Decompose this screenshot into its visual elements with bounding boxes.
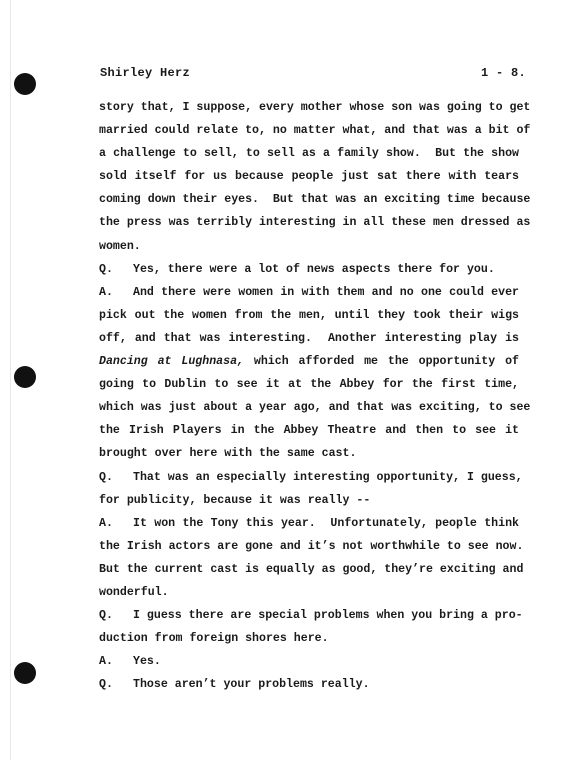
line-text: off, and that was interesting. Another interesting play is xyxy=(99,331,519,345)
transcript-line xyxy=(99,627,519,650)
speaker-label: A. xyxy=(99,516,113,530)
transcript-line xyxy=(99,581,519,604)
line-text: Yes. xyxy=(133,655,161,669)
play-title: Dancing at Lughnasa, xyxy=(99,355,244,369)
line-text: married could relate to, no matter what, and that was a bit of xyxy=(99,124,531,138)
transcript-turn-line xyxy=(99,512,519,535)
transcript-turn-line xyxy=(99,258,519,281)
line-text: wonderful. xyxy=(99,585,169,599)
line-text: a challenge to sell, to sell as a family show. But the show xyxy=(99,147,519,161)
line-text: brought over here with the same cast. xyxy=(99,447,357,461)
binder-hole-bottom xyxy=(14,662,36,684)
line-text: And there were women in with them and no one could ever xyxy=(133,285,519,299)
line-text: duction from foreign shores here. xyxy=(99,632,329,646)
speaker-label: Q. xyxy=(99,678,113,692)
transcript-line xyxy=(99,535,524,558)
speaker-label: A. xyxy=(99,655,113,669)
speaker-label: Q. xyxy=(99,262,113,276)
transcript-line xyxy=(99,558,524,581)
speaker-label: Q. xyxy=(99,609,113,623)
transcript-line xyxy=(99,419,519,442)
line-text: women. xyxy=(99,239,141,253)
transcript-turn-line xyxy=(99,281,519,304)
transcript-line xyxy=(99,119,531,142)
line-text: the Irish actors are gone and it’s not worthwhile to see now. xyxy=(99,539,524,553)
transcript-body xyxy=(99,96,531,696)
transcript-line xyxy=(99,327,519,350)
line-text: That was an especially interesting opportunity, I guess, xyxy=(133,470,523,484)
transcript-line xyxy=(99,188,531,211)
page-edge-line xyxy=(10,0,11,760)
transcript-line xyxy=(99,96,531,119)
line-text: coming down their eyes. But that was an exciting time because xyxy=(99,193,531,207)
transcript-line xyxy=(99,165,519,188)
header-page-number: 1 - 8. xyxy=(480,66,526,80)
line-text: the press was terribly interesting in all these men dressed as xyxy=(99,216,531,230)
line-text: Yes, there were a lot of news aspects there for you. xyxy=(133,262,495,276)
transcript-turn-line xyxy=(99,650,519,673)
line-text: story that, I suppose, every mother whose son was going to get xyxy=(99,101,531,114)
speaker-label: Q. xyxy=(99,470,113,484)
line-text: which afforded me the opportunity of xyxy=(244,355,519,369)
transcript-line xyxy=(99,396,531,419)
line-text: the Irish Players in the Abbey Theatre and then to see it xyxy=(99,424,519,438)
transcript-line xyxy=(99,350,519,373)
transcript-turn-line xyxy=(99,466,523,489)
binder-hole-middle xyxy=(14,366,36,388)
binder-hole-top xyxy=(14,73,36,95)
transcript-line xyxy=(99,304,519,327)
transcript-line xyxy=(99,442,519,465)
line-text: But the current cast is equally as good, they’re exciting and xyxy=(99,562,524,576)
transcript-line xyxy=(99,489,519,512)
transcript-line xyxy=(99,373,519,396)
line-text: Those aren’t your problems really. xyxy=(133,678,370,692)
line-text: It won the Tony this year. Unfortunately, people think xyxy=(133,516,519,530)
transcript-turn-line xyxy=(99,673,519,696)
line-text: sold itself for us because people just sat there with tears xyxy=(99,170,519,184)
speaker-label: A. xyxy=(99,285,113,299)
line-text: pick out the women from the men, until they took their wigs xyxy=(99,308,519,322)
line-text: I guess there are special problems when you bring a pro- xyxy=(133,609,523,623)
line-text: going to Dublin to see it at the Abbey for the first time, xyxy=(99,378,519,392)
header-speaker-name: Shirley Herz xyxy=(100,66,191,80)
transcript-turn-line xyxy=(99,604,523,627)
line-text: for publicity, because it was really -- xyxy=(99,493,371,507)
transcript-line xyxy=(99,211,531,234)
transcript-line xyxy=(99,235,519,258)
line-text: which was just about a year ago, and that was exciting, to see xyxy=(99,401,531,415)
transcript-line xyxy=(99,142,519,165)
